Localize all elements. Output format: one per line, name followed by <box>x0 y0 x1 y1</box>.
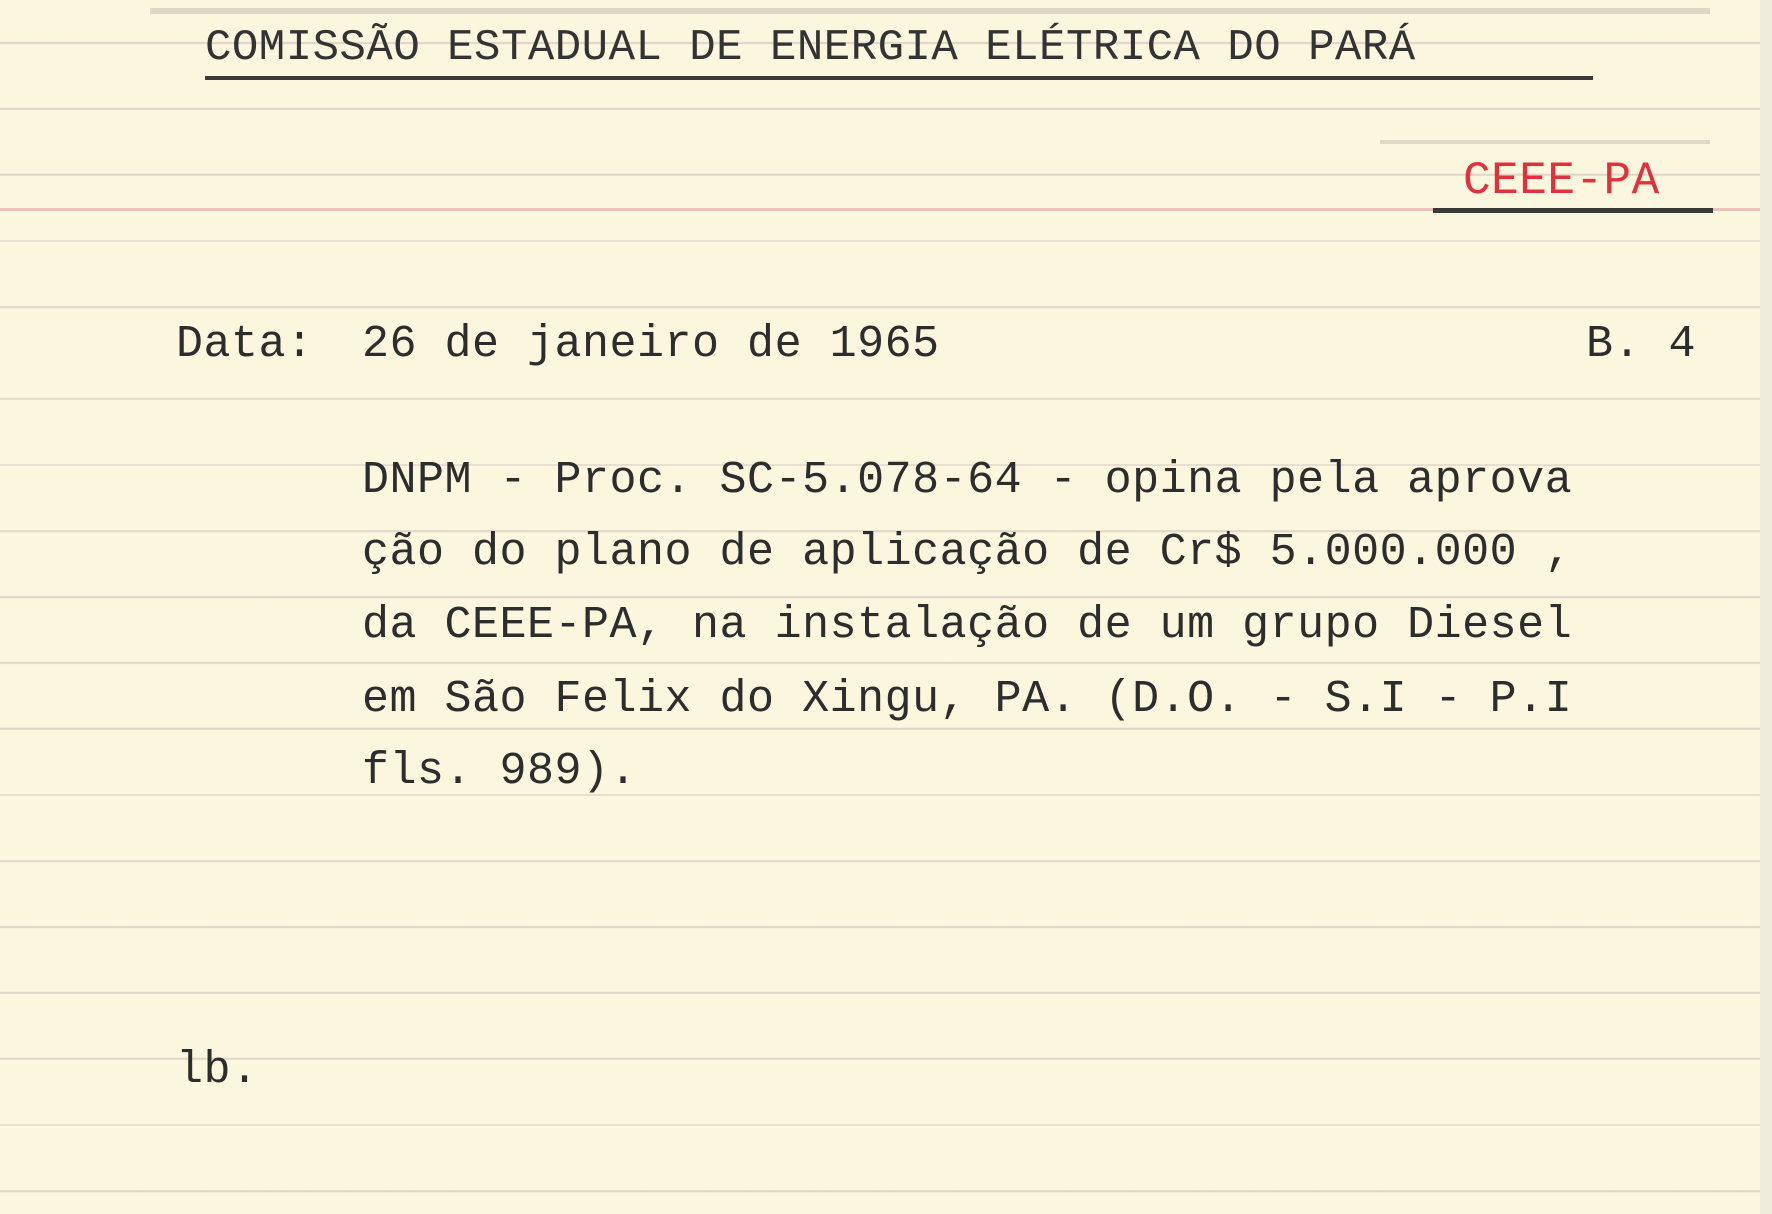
body-line: em São Felix do Xingu, PA. (D.O. - S.I - P.I <box>362 674 1573 725</box>
body-line: ção do plano de aplicação de Cr$ 5.000.000 , <box>362 527 1573 578</box>
typist-initials: lb. <box>176 1045 259 1096</box>
body-line: fls. 989). <box>362 746 638 797</box>
body-line: DNPM - Proc. SC-5.078-64 - opina pela aprova <box>362 455 1573 506</box>
ink-smudge-top <box>150 8 1710 14</box>
agency-code: CEEE-PA <box>1463 155 1660 207</box>
body-line: da CEEE-PA, na instalação de um grupo Diesel <box>362 600 1573 651</box>
reference-code: B. 4 <box>1586 319 1697 370</box>
date-value: 26 de janeiro de 1965 <box>362 319 940 370</box>
date-label: Data: <box>176 319 314 370</box>
code-underline <box>1433 208 1713 213</box>
card-heading: COMISSÃO ESTADUAL DE ENERGIA ELÉTRICA DO PARÁ <box>205 23 1416 73</box>
heading-underline <box>205 76 1593 80</box>
ink-smudge-right <box>1380 140 1710 144</box>
